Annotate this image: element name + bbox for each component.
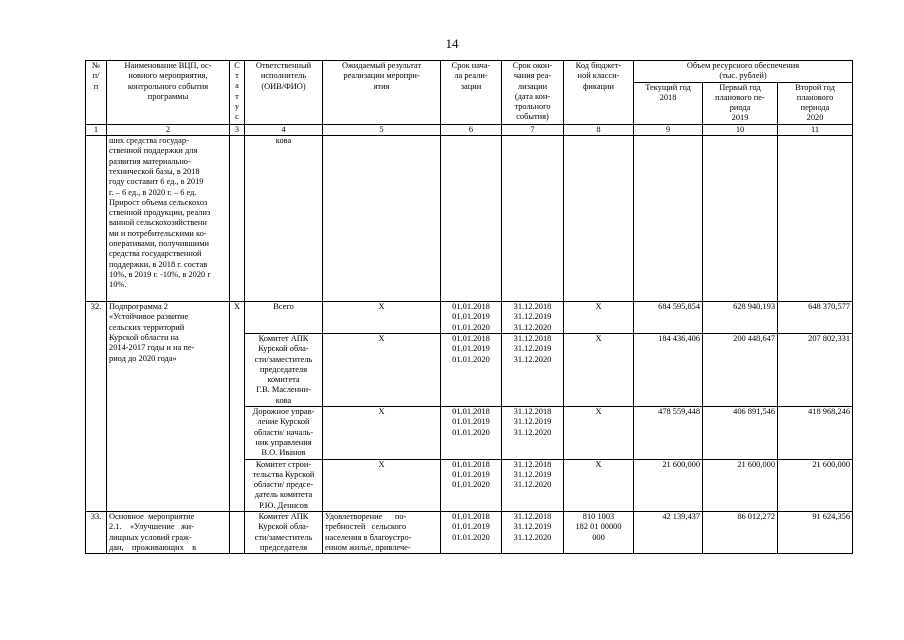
header-status: С т а т у с (230, 61, 245, 125)
cell-responsible: Дорожное управ- ление Курской области/ началь- ник управления В.О. Иванов (245, 407, 323, 459)
cell-num (86, 136, 107, 302)
cell-code (564, 136, 634, 302)
cell-2020: 21 600,000 (778, 459, 853, 511)
header-year-2020: Второй год планового периода 2020 (778, 82, 853, 124)
cell-expected: Х (323, 302, 441, 334)
cell-2018: 21 600,000 (634, 459, 703, 511)
cell-2019: 86 012,272 (703, 512, 778, 554)
column-number: 5 (323, 124, 441, 135)
cell-2019: 21 600,000 (703, 459, 778, 511)
cell-responsible: Комитет строи- тельства Курской области/ предсе- датель комитета Р.Ю. Денисов (245, 459, 323, 511)
cell-expected: Х (323, 407, 441, 459)
cell-responsible: Всего (245, 302, 323, 334)
cell-code: Х (564, 333, 634, 406)
column-number: 3 (230, 124, 245, 135)
header-budget-code: Код бюджет- ной класси- фикации (564, 61, 634, 125)
cell-expected: Удовлетворение по- требностей сельского населения в благоустро- енном жилье, привлече- (323, 512, 441, 554)
cell-status: Х (230, 302, 245, 512)
column-number: 2 (107, 124, 230, 135)
header-responsible: Ответственный исполнитель (ОИВ/ФИО) (245, 61, 323, 125)
cell-code: 810 1003 182 01 00000 000 (564, 512, 634, 554)
header-start-date: Срок нача- ла реали- зации (441, 61, 502, 125)
cell-2020: 207 802,331 (778, 333, 853, 406)
cell-code: Х (564, 407, 634, 459)
table-row (86, 302, 853, 334)
cell-start: 01.01.2018 01.01.2019 01.01.2020 (441, 407, 502, 459)
column-number: 4 (245, 124, 323, 135)
cell-end (502, 136, 564, 302)
cell-start: 01.01.2018 01.01.2019 01.01.2020 (441, 302, 502, 334)
column-number: 9 (634, 124, 703, 135)
cell-2020: 648 370,577 (778, 302, 853, 334)
header-end-date: Срок окон- чания реа- лизации (дата кон- трольного события) (502, 61, 564, 125)
column-number: 7 (502, 124, 564, 135)
cell-end: 31.12.2018 31.12.2019 31.12.2020 (502, 512, 564, 554)
cell-responsible: Комитет АПК Курской обла- сти/заместитель председателя комитета Г.В. Масленни- кова (245, 333, 323, 406)
cell-status (230, 512, 245, 554)
cell-end: 31.12.2018 31.12.2019 31.12.2020 (502, 407, 564, 459)
cell-2018: 42 139,437 (634, 512, 703, 554)
cell-responsible: Комитет АПК Курской обла- сти/заместитель председателя (245, 512, 323, 554)
cell-2018: 684 595,854 (634, 302, 703, 334)
table-row-continuation (86, 136, 853, 302)
cell-code: Х (564, 302, 634, 334)
cell-2018: 478 559,448 (634, 407, 703, 459)
cell-num: 33. (86, 512, 107, 554)
column-number-row (86, 124, 853, 135)
column-number: 11 (778, 124, 853, 135)
cell-2018: 184 436,406 (634, 333, 703, 406)
cell-2019: 406 891,546 (703, 407, 778, 459)
cell-start: 01.01.2018 01.01.2019 01.01.2020 (441, 459, 502, 511)
cell-num: 32. (86, 302, 107, 512)
cell-start: 01.01.2018 01.01.2019 01.01.2020 (441, 333, 502, 406)
cell-2018 (634, 136, 703, 302)
cell-start (441, 136, 502, 302)
cell-end: 31.12.2018 31.12.2019 31.12.2020 (502, 459, 564, 511)
cell-2020: 418 968,246 (778, 407, 853, 459)
header-name: Наименование ВЦП, ос- новного мероприятия, контрольного события программы (107, 61, 230, 125)
cell-end: 31.12.2018 31.12.2019 31.12.2020 (502, 302, 564, 334)
cell-end: 31.12.2018 31.12.2019 31.12.2020 (502, 333, 564, 406)
column-number: 10 (703, 124, 778, 135)
table-row (86, 512, 853, 554)
cell-2019: 628 940,193 (703, 302, 778, 334)
header-expected-result: Ожидаемый результат реализации меропри- ятия (323, 61, 441, 125)
column-number: 6 (441, 124, 502, 135)
cell-responsible: кова (245, 136, 323, 302)
cell-name: Основное мероприятие 2.1. «Улучшение жи- лищных условий граж- дан, проживающих в (107, 512, 230, 554)
cell-name: ших средства государ- ственной поддержки для развития материально- технической базы, в 2018 году составит 6 ед., в 2019 г. – 6 ед., в 2020 г. – 6 ед. Прирост объема сельскохоз ственной продукции, реализ ванной сельскохозяйственн ми и потребительскими ко- оперативами, получившими средства государственной поддержки, в 2018 г. состав 10%, в 2019 г. -10%, в 2020 г 10%. (107, 136, 230, 302)
cell-code: Х (564, 459, 634, 511)
cell-status (230, 136, 245, 302)
header-row (86, 61, 853, 83)
cell-name: Подпрограмма 2 «Устойчивое развитие сельских территорий Курской области на 2014-2017 годы и на пе- риод до 2020 года» (107, 302, 230, 512)
page-number: 14 (445, 36, 459, 51)
cell-expected: Х (323, 459, 441, 511)
cell-2020 (778, 136, 853, 302)
header-num: № п/ п (86, 61, 107, 125)
cell-expected: Х (323, 333, 441, 406)
cell-2019: 200 448,647 (703, 333, 778, 406)
header-year-2019: Первый год планового пе- риода 2019 (703, 82, 778, 124)
cell-2020: 91 624,356 (778, 512, 853, 554)
cell-2019 (703, 136, 778, 302)
column-number: 8 (564, 124, 634, 135)
resource-table (85, 60, 853, 554)
header-year-2018: Текущий год 2018 (634, 82, 703, 124)
column-number: 1 (86, 124, 107, 135)
cell-start: 01.01.2018 01.01.2019 01.01.2020 (441, 512, 502, 554)
header-resource-volume: Объем ресурсного обеспечения (тыс. рублей) (634, 61, 853, 83)
cell-expected (323, 136, 441, 302)
